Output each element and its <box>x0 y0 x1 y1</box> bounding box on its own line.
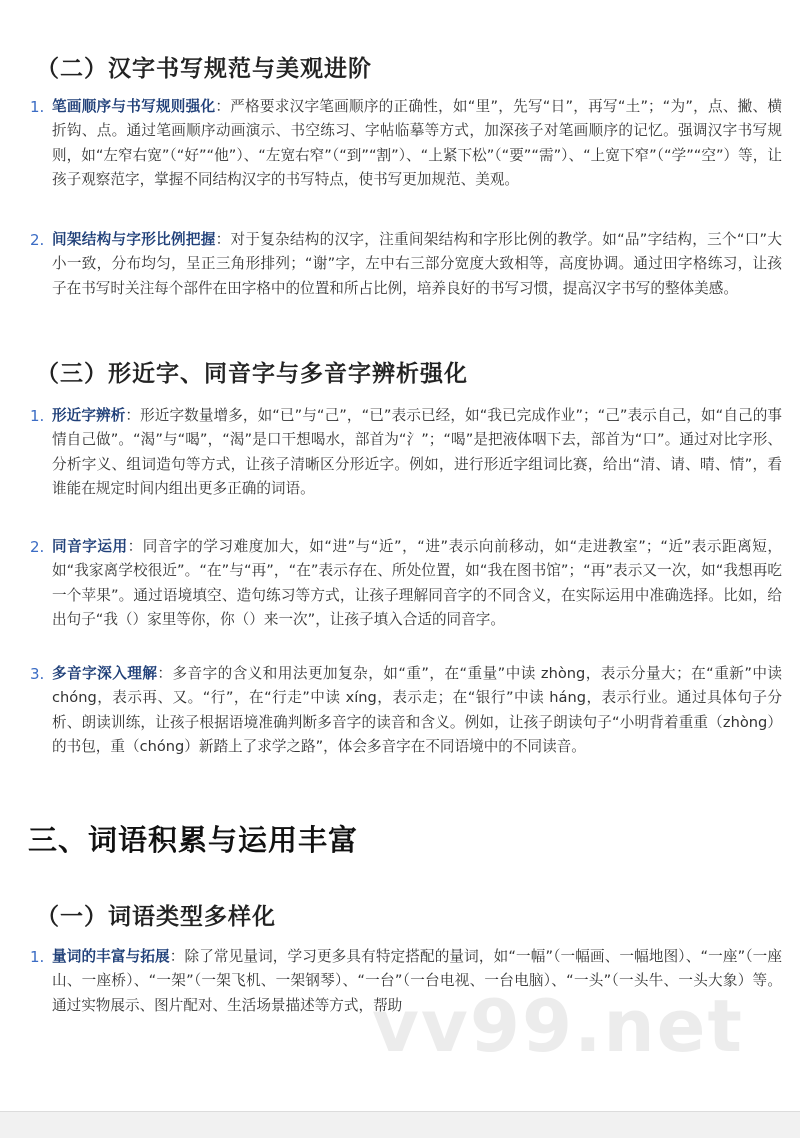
list-item-body <box>52 535 782 633</box>
list-item <box>30 535 782 633</box>
list-item-text: ：对于复杂结构的汉字，注重间架结构和字形比例的教学。如“品”字结构，三个“口”大小一致，分布均匀，呈正三角形排列；“谢”字，左中右三部分宽度大致相等，高度协调。通过田字格练习，让孩子在书写时关注每个部件在田字格中的位置和所占比例，培养良好的书写习惯，提高汉字书写的整体美感。 <box>52 231 782 297</box>
list-item <box>30 945 782 1018</box>
section-heading-character-discrimination: （三）形近字、同音字与多音字辨析强化 <box>36 361 468 387</box>
list-item-text: ：多音字的含义和用法更加复杂，如“重”，在“重量”中读 zhòng，表示分量大；在“重新”中读 chóng，表示再、又。“行”，在“行走”中读 xíng，表示走；在“银行”中读 háng，表示行业。通过具体句子分析、朗读训练，让孩子根据语境准确判断多音字的读音和含义。例如，让孩子朗读句子“小明背着重重（zhòng）的书包，重（chóng）新踏上了求学之路”，体会多音字在不同语境中的不同读音。 <box>52 665 782 756</box>
list-number: 2. <box>30 231 45 249</box>
section-heading-word-types: （一）词语类型多样化 <box>36 904 276 930</box>
list-item-body <box>52 945 782 1018</box>
list-item-term: 间架结构与字形比例把握 <box>52 231 216 248</box>
list-item-term: 笔画顺序与书写规则强化 <box>52 98 216 115</box>
list-number: 1. <box>30 98 45 116</box>
list-item <box>30 95 782 193</box>
list-item-text: ：形近字数量增多，如“已”与“己”，“已”表示已经，如“我已完成作业”；“己”表示自己，如“自己的事情自己做”。“渴”与“喝”，“渴”是口干想喝水，部首为“氵”；“喝”是把液体咽下去，部首为“口”。通过对比字形、分析字义、组词造句等方式，让孩子清晰区分形近字。例如，进行形近字组词比赛，给出“清、请、晴、情”，看谁能在规定时间内组出更多正确的词语。 <box>52 407 782 498</box>
bottom-bar <box>0 1111 800 1138</box>
section-heading-writing-norms: （二）汉字书写规范与美观进阶 <box>36 56 372 82</box>
list-item-body <box>52 404 782 502</box>
list-item-body <box>52 662 782 760</box>
list-item-body <box>52 228 782 301</box>
chapter-heading-vocabulary: 三、词语积累与运用丰富 <box>28 823 359 857</box>
list-item-text: ：严格要求汉字笔画顺序的正确性，如“里”，先写“日”，再写“土”；“为”，点、撇、横折钩、点。通过笔画顺序动画演示、书空练习、字帖临摹等方式，加深孩子对笔画顺序的记忆。强调汉字书写规则，如“左窄右宽”（“好”“他”）、“左宽右窄”（“到”“割”）、“上紧下松”（“要”“需”）、“上宽下窄”（“学”“空”）等，让孩子观察范字，掌握不同结构汉字的书写特点，使书写更加规范、美观。 <box>52 98 782 189</box>
list-item <box>30 662 782 760</box>
list-number: 2. <box>30 538 45 556</box>
list-item-term: 同音字运用 <box>52 538 128 555</box>
list-item-text: ：同音字的学习难度加大，如“进”与“近”，“进”表示向前移动，如“走进教室”；“近”表示距离短，如“我家离学校很近”。“在”与“再”，“在”表示存在、所处位置，如“我在图书馆”；“再”表示又一次，如“我想再吃一个苹果”。通过语境填空、造句练习等方式，让孩子理解同音字的不同含义，在实际运用中准确选择。比如，给出句子“我（）家里等你，你（）来一次”，让孩子填入合适的同音字。 <box>52 538 782 629</box>
list-item-body <box>52 95 782 193</box>
list-item <box>30 228 782 301</box>
list-item-term: 多音字深入理解 <box>52 665 158 682</box>
list-number: 3. <box>30 665 45 683</box>
list-item-text: ：除了常见量词，学习更多具有特定搭配的量词，如“一幅”（一幅画、一幅地图）、“一座”（一座山、一座桥）、“一架”（一架飞机、一架钢琴）、“一台”（一台电视、一台电脑）、“一头”（一头牛、一头大象）等。通过实物展示、图片配对、生活场景描述等方式，帮助 <box>52 948 782 1014</box>
list-item-term: 形近字辨析 <box>52 407 126 424</box>
list-number: 1. <box>30 948 45 966</box>
watermark-text: vv99.net <box>372 984 744 1068</box>
list-item-term: 量词的丰富与拓展 <box>52 948 170 965</box>
list-number: 1. <box>30 407 45 425</box>
list-item <box>30 404 782 502</box>
